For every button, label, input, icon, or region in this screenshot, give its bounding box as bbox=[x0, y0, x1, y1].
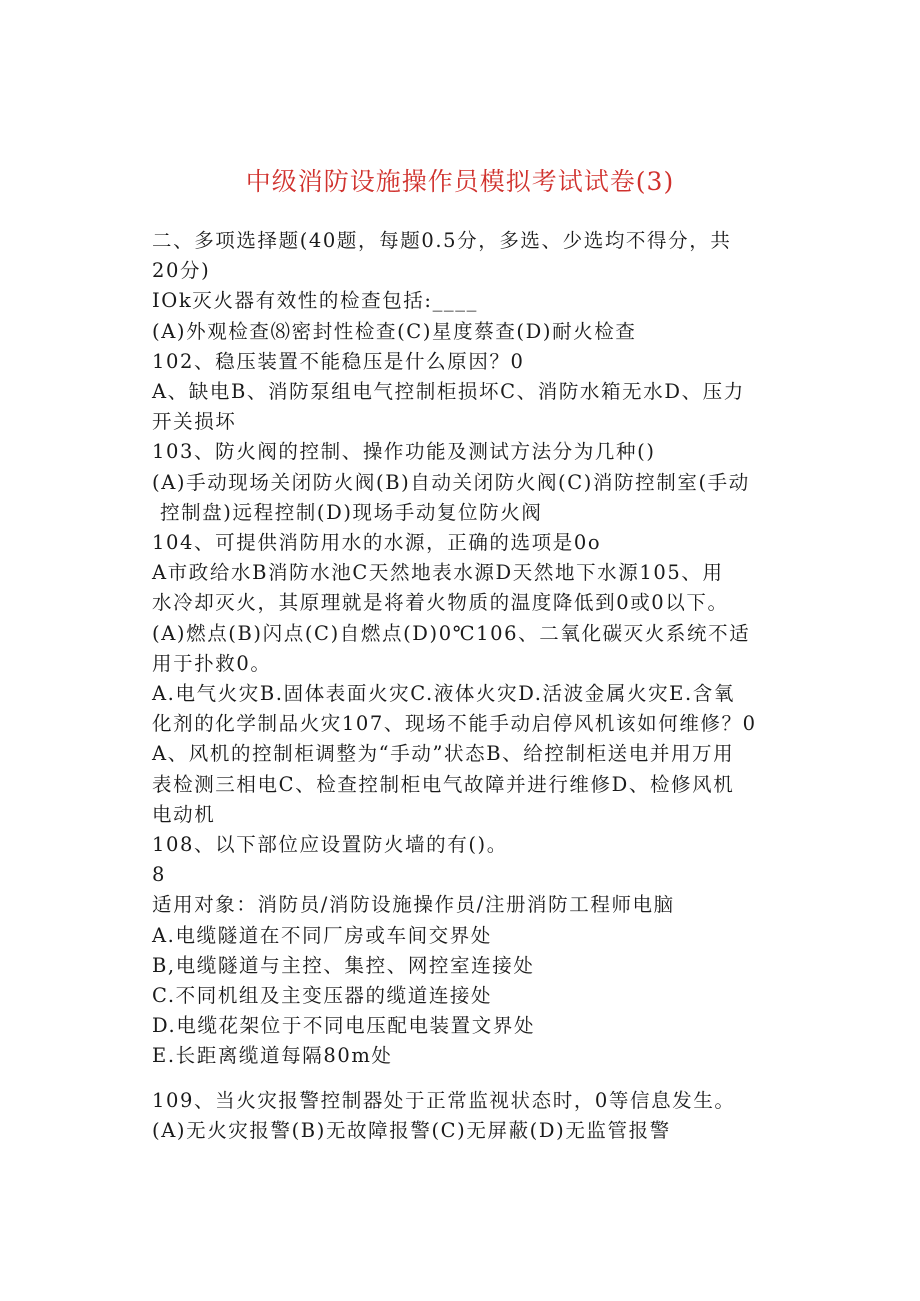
question-108-option-b: B,电缆隧道与主控、集控、网控室连接处 bbox=[152, 953, 535, 977]
section-heading-line-1: 二、多项选择题(40题，每题0.5分，多选、少选均不得分，共 bbox=[152, 229, 732, 252]
question-105-options-q106: (A)燃点(B)闪点(C)自燃点(D)0℃106、二氧化碳灭火系统不适 bbox=[152, 621, 751, 645]
question-108-option-a: A.电缆隧道在不同厂房或车间交界处 bbox=[152, 923, 492, 947]
question-102: 102、稳压装置不能稳压是什么原因？0 bbox=[152, 349, 525, 373]
question-104-options-q105: A市政给水B消防水池C天然地表水源D天然地下水源105、用 bbox=[152, 561, 724, 585]
question-106-options-line-1: A.电气火灾B.固体表面火灾C.液体火灾D.活波金属火灾E.含氧 bbox=[152, 682, 736, 706]
question-104: 104、可提供消防用水的水源，正确的选项是0o bbox=[152, 531, 602, 555]
question-103-options-line-2: 控制盘)远程控制(D)现场手动复位防火阀 bbox=[160, 500, 543, 524]
stray-number: 8 bbox=[152, 863, 167, 887]
question-108-option-c: C.不同机组及主变压器的缆道连接处 bbox=[152, 984, 493, 1008]
question-102-options-line-1: A、缺电B、消防泵组电气控制柜损坏C、消防水箱无水D、压力 bbox=[152, 380, 745, 404]
question-103-options-line-1: (A)手动现场关闭防火阀(B)自动关闭防火阀(C)消防控制室(手动 bbox=[152, 470, 750, 494]
question-101: IOk灭火器有效性的检查包括:____ bbox=[152, 289, 478, 313]
question-106-text: 用于扑救0。 bbox=[152, 651, 272, 675]
question-108-option-d: D.电缆花架位于不同电压配电装置文界处 bbox=[152, 1014, 536, 1038]
question-102-options-line-2: 开关损坏 bbox=[152, 410, 237, 434]
question-107-options-line-1: A、风机的控制柜调整为“手动”状态B、给控制柜送电并用万用 bbox=[152, 742, 735, 766]
question-107-options-line-2: 表检测三相电C、检查控制柜电气故障并进行维修D、检修风机 bbox=[152, 772, 735, 796]
question-105-text: 水冷却灭火，其原理就是将着火物质的温度降低到0或0以下。 bbox=[152, 591, 729, 615]
section-heading-line-2: 20分) bbox=[152, 259, 211, 283]
document-title: 中级消防设施操作员模拟考试试卷(3) bbox=[245, 167, 675, 196]
question-109-options: (A)无火灾报警(B)无故障报警(C)无屏蔽(D)无监管报警 bbox=[152, 1118, 671, 1142]
question-108: 108、以下部位应设置防火墙的有()。 bbox=[152, 833, 508, 857]
applicable-audience: 适用对象：消防员/消防设施操作员/注册消防工程师电脑 bbox=[152, 893, 675, 917]
question-108-option-e: E.长距离缆道每隔80m处 bbox=[152, 1044, 393, 1068]
question-107-options-line-3: 电动机 bbox=[152, 802, 216, 826]
question-103: 103、防火阀的控制、操作功能及测试方法分为几种() bbox=[152, 440, 656, 464]
exam-content bbox=[152, 226, 772, 1146]
question-106-options-q107: 化剂的化学制品火灾107、现场不能手动启停风机该如何维修？0 bbox=[152, 712, 757, 736]
question-101-options: (A)外观检查⑻密封性检查(C)星度蔡查(D)耐火检查 bbox=[152, 319, 637, 343]
question-109: 109、当火灾报警控制器处于正常监视状态时，0等信息发生。 bbox=[152, 1088, 736, 1112]
